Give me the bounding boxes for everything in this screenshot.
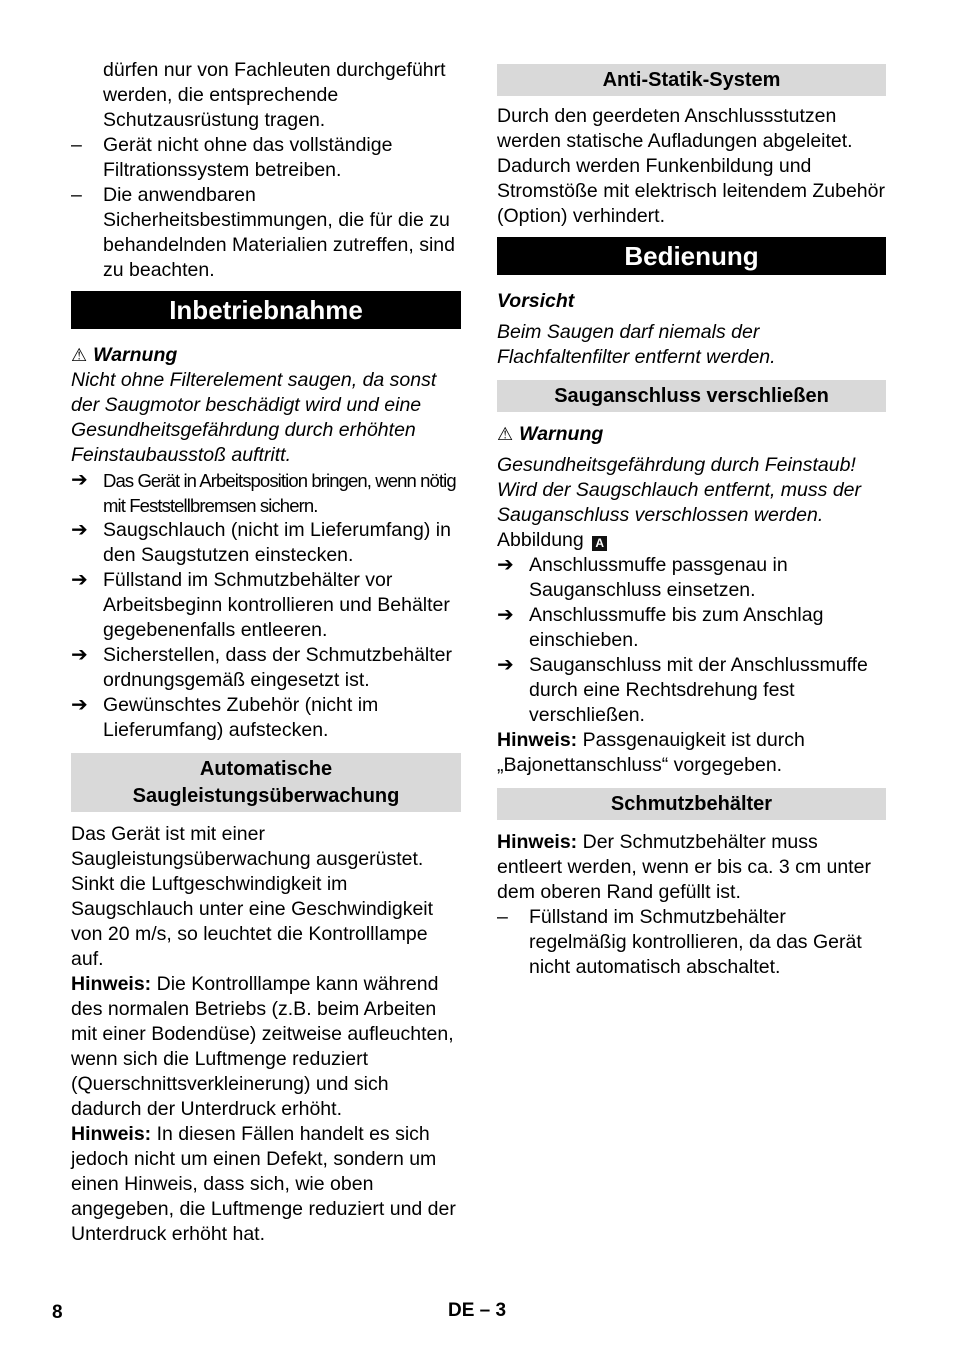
hinweis-label: Hinweis: <box>497 729 578 751</box>
step-text: Sauganschluss mit der Anschlussmuffe durch eine Rechtsdrehung fest verschließen. <box>529 654 868 726</box>
section-heading-sauganschluss: Sauganschluss verschließen <box>497 380 886 412</box>
list-item <box>71 643 461 693</box>
list-item: – Die anwendbaren Sicherheitsbestimmungen, die für die zu behandelnden Materialien zutreffen, sind zu beachten. <box>71 183 461 283</box>
arrow-right-icon: ➔ <box>71 469 87 491</box>
paragraph: Durch den geerdeten Anschlussstutzen werden statische Aufladungen abgeleitet. Dadurch werden Funkenbildung und Stromstöße mit elektrisch leitendem Zubehör (Option) verhindert. <box>497 105 885 227</box>
list-item <box>71 518 461 568</box>
heading-line: Saugleistungsüberwachung <box>132 785 400 807</box>
arrow-right-icon: ➔ <box>71 694 88 716</box>
list-item: – Gerät nicht ohne das vollständige Filtrationssystem betreiben. <box>71 133 461 183</box>
right-column <box>497 64 886 980</box>
section-heading-bedienung: Bedienung <box>497 237 886 275</box>
section-heading-antistatik: Anti-Statik-System <box>497 64 886 96</box>
warning-label-text: Warnung <box>519 423 604 445</box>
arrow-right-icon: ➔ <box>497 654 514 676</box>
arrow-right-icon: ➔ <box>497 554 514 576</box>
list-item: – Füllstand im Schmutzbehälter regelmäßig kontrollieren, da das Gerät nicht automatisch abschaltet. <box>497 905 886 980</box>
warning-label <box>71 343 461 368</box>
abbildung-text: Abbildung <box>497 529 584 551</box>
hinweis-text: Der Schmutzbehälter muss entleert werden, wenn er bis ca. 3 cm unter dem oberen Rand gefüllt ist. <box>497 831 871 903</box>
paragraph: Das Gerät ist mit einer Saugleistungsüberwachung ausgerüstet. Sinkt die Luftgeschwindigkeit im Saugschlauch unter eine Geschwindigkeit von 20 m/s, so leuchtet die Kontrolllampe auf. <box>71 823 434 970</box>
arrow-right-icon: ➔ <box>71 569 88 591</box>
step-text: Gewünschtes Zubehör (nicht im Lieferumfang) aufstecken. <box>103 694 379 741</box>
heading-line: Automatische <box>199 758 333 780</box>
step-text: Anschlussmuffe bis zum Anschlag einschieben. <box>529 604 824 651</box>
warning-text: Gesundheitsgefährdung durch Feinstaub! Wird der Saugschlauch entfernt, muss der Sauganschluss verschlossen werden. <box>497 454 861 526</box>
warning-label <box>497 422 886 447</box>
vorsicht-text: Beim Saugen darf niemals der Flachfaltenfilter entfernt werden. <box>497 321 776 368</box>
intro-continuation: dürfen nur von Fachleuten durchgeführt werden, die entsprechende Schutzausrüstung tragen. <box>103 59 446 131</box>
section-heading-schmutzbehaelter: Schmutzbehälter <box>497 788 886 820</box>
warning-text: Nicht ohne Filterelement saugen, da sonst der Saugmotor beschädigt wird und eine Gesundheitsgefährdung durch erhöhten Feinstaubausstoß auftritt. <box>71 369 437 466</box>
section-heading-automatische <box>71 753 461 812</box>
step-text: Füllstand im Schmutzbehälter vor Arbeitsbeginn kontrollieren und Behälter gegebenenfalls entleeren. <box>103 569 450 641</box>
arrow-right-icon: ➔ <box>71 519 88 541</box>
hinweis-paragraph <box>497 830 886 905</box>
hinweis-paragraph <box>71 1122 461 1247</box>
vorsicht-label: Vorsicht <box>497 290 575 312</box>
hinweis-label: Hinweis: <box>71 1123 152 1145</box>
language-page-label: DE – 3 <box>448 1300 507 1321</box>
list-item <box>71 468 461 518</box>
hinweis-paragraph <box>71 972 461 1122</box>
hinweis-text: In diesen Fällen handelt es sich jedoch nicht um einen Defekt, sondern um einen Hinweis, dass sich, wie oben angegeben, die Luftmenge reduziert und der Unterdruck erhöht hat. <box>71 1123 456 1245</box>
list-item <box>497 553 886 603</box>
section-heading-inbetriebnahme: Inbetriebnahme <box>71 291 461 329</box>
step-text: Das Gerät in Arbeitsposition bringen, wenn nötig mit Feststellbremsen sichern. <box>103 470 456 516</box>
hinweis-label: Hinweis: <box>71 973 152 995</box>
warning-label-text: Warnung <box>93 344 178 366</box>
warning-triangle-icon: ⚠ <box>71 345 88 365</box>
arrow-right-icon: ➔ <box>497 604 514 626</box>
left-column <box>71 58 461 1247</box>
hinweis-label: Hinweis: <box>497 831 578 853</box>
step-text: Sicherstellen, dass der Schmutzbehälter ordnungsgemäß eingesetzt ist. <box>103 644 453 691</box>
arrow-right-icon: ➔ <box>71 644 88 666</box>
list-item <box>497 603 886 653</box>
hinweis-text: Passgenauigkeit ist durch „Bajonettanschluss“ vorgegeben. <box>497 729 805 776</box>
hinweis-text: Die Kontrolllampe kann während des normalen Betriebs (z.B. beim Arbeiten mit einer Bodendüse) zeitweise aufleuchten, wenn sich die Luftmenge reduziert (Querschnittsverkleinerung) und sich dadurch der Unterdruck erhöht. <box>71 973 454 1120</box>
list-item <box>71 568 461 643</box>
list-item <box>497 653 886 728</box>
step-text: Saugschlauch (nicht im Lieferumfang) in den Saugstutzen einstecken. <box>103 519 451 566</box>
list-item <box>71 693 461 743</box>
page-number: 8 <box>52 1302 63 1323</box>
abbildung-line <box>497 528 886 553</box>
hinweis-paragraph <box>497 728 886 778</box>
figure-reference-icon: A <box>592 536 607 551</box>
warning-triangle-icon: ⚠ <box>497 424 514 444</box>
step-text: Anschlussmuffe passgenau in Sauganschluss einsetzen. <box>529 554 788 601</box>
